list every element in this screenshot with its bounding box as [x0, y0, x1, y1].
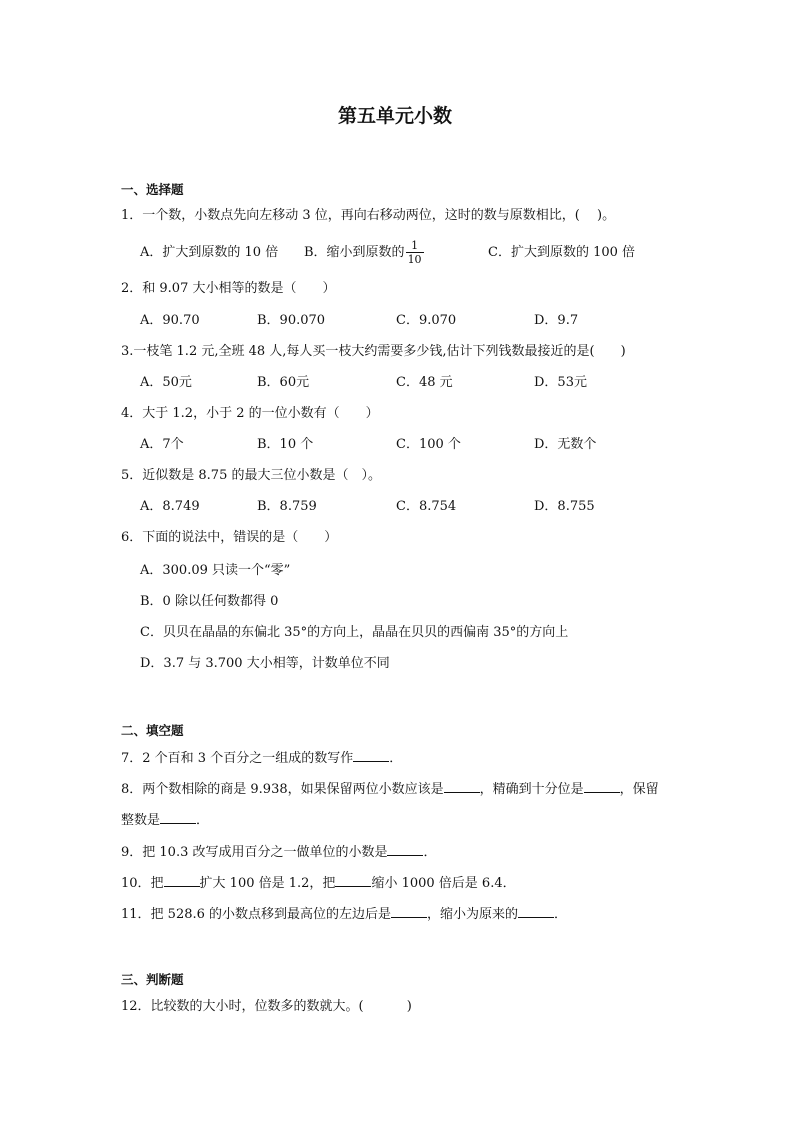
question-7-text: 7．2 个百和 3 个百分之一组成的数写作 [121, 751, 354, 766]
question-8-text-3: ，保留 [619, 782, 659, 797]
answer-blank[interactable] [387, 843, 423, 856]
answer-blank[interactable] [335, 874, 371, 887]
question-8-line-1 [121, 780, 659, 798]
question-4-stem: 4．大于 1.2，小于 2 的一位小数有（ ） [121, 406, 379, 421]
question-6-stem: 6．下面的说法中，错误的是（ ） [121, 530, 338, 545]
question-11 [121, 905, 567, 923]
question-3-option-a: A．50元 [140, 375, 192, 390]
question-3-option-b: B．60元 [257, 375, 310, 390]
question-10-text-2: 扩大 100 倍是 1.2，把 [199, 876, 336, 891]
answer-blank[interactable] [164, 874, 200, 887]
answer-blank[interactable] [160, 811, 196, 824]
question-1-option-b [304, 236, 424, 270]
question-2-option-a: A．90.70 [140, 313, 200, 328]
question-6-option-b: B．0 除以任何数都得 0 [140, 594, 279, 609]
fraction-denominator: 10 [407, 253, 422, 266]
question-11-text-2: ，缩小为原来的 [427, 907, 519, 922]
question-7 [121, 749, 402, 767]
answer-blank[interactable] [391, 905, 427, 918]
question-8-text: 8．两个数相除的商是 9.938，如果保留两位小数应该是 [121, 782, 444, 797]
question-5-option-c: C．8.754 [396, 499, 457, 514]
question-5-stem: 5．近似数是 8.75 的最大三位小数是（ ）。 [121, 468, 381, 483]
question-5-option-b: B．8.759 [257, 499, 317, 514]
section-heading-judge: 三、判断题 [121, 972, 184, 987]
question-3-option-d: D．53元 [534, 375, 587, 390]
question-11-text: 11．把 528.6 的小数点移到最高位的左边后是 [121, 907, 392, 922]
answer-blank[interactable] [584, 780, 620, 793]
section-heading-fill: 二、填空题 [121, 723, 184, 738]
answer-blank[interactable] [353, 749, 389, 762]
question-10-end: 缩小 1000 倍后是 6.4． [371, 876, 516, 891]
question-9 [121, 843, 437, 861]
page-title: 第五单元小数 [338, 105, 453, 127]
question-1-stem: 1．一个数，小数点先向左移动 3 位，再向右移动两位，这时的数与原数相比，( )。 [121, 208, 616, 223]
question-4-option-b: B．10 个 [257, 437, 314, 452]
question-10-text: 10．把 [121, 876, 164, 891]
question-5-option-d: D．8.755 [534, 499, 595, 514]
question-10 [121, 874, 516, 892]
question-2-option-b: B．90.070 [257, 313, 326, 328]
question-1-option-b-text: B．缩小到原数的 [304, 245, 405, 260]
question-7-end: ． [389, 751, 403, 766]
question-3-stem: 3.一枝笔 1.2 元,全班 48 人,每人买一枝大约需要多少钱,估计下列钱数最接近的是( ) [121, 344, 626, 359]
question-2-option-c: C．9.070 [396, 313, 457, 328]
question-3-option-c: C．48 元 [396, 375, 453, 390]
answer-blank[interactable] [444, 780, 480, 793]
fraction-numerator: 1 [406, 239, 424, 253]
question-8-text-4: 整数是 [121, 813, 161, 828]
question-5-option-a: A．8.749 [140, 499, 200, 514]
section-heading-choice: 一、选择题 [121, 182, 184, 197]
question-4-option-a: A．7个 [140, 437, 184, 452]
fraction [406, 239, 424, 266]
answer-blank[interactable] [518, 905, 554, 918]
question-8-line-2 [121, 811, 209, 829]
question-8-text-2: ，精确到十分位是 [479, 782, 584, 797]
question-6-option-c: C．贝贝在晶晶的东偏北 35°的方向上，晶晶在贝贝的西偏南 35°的方向上 [140, 625, 569, 640]
question-2-stem: 2．和 9.07 大小相等的数是（ ） [121, 281, 336, 296]
question-8-end: ． [196, 813, 210, 828]
question-6-option-a: A．300.09 只读一个“零” [140, 563, 291, 578]
question-11-end: ． [554, 907, 568, 922]
question-2-option-d: D．9.7 [534, 313, 579, 328]
question-12-stem: 12．比较数的大小时，位数多的数就大。( ) [121, 999, 412, 1014]
question-6-option-d: D．3.7 与 3.700 大小相等，计数单位不同 [140, 656, 390, 671]
question-9-end: ． [423, 845, 437, 860]
question-1-option-a: A．扩大到原数的 10 倍 [140, 245, 279, 260]
question-1-option-c: C．扩大到原数的 100 倍 [488, 245, 636, 260]
question-4-option-c: C．100 个 [396, 437, 461, 452]
question-4-option-d: D．无数个 [534, 437, 597, 452]
question-9-text: 9．把 10.3 改写成用百分之一做单位的小数是 [121, 845, 388, 860]
